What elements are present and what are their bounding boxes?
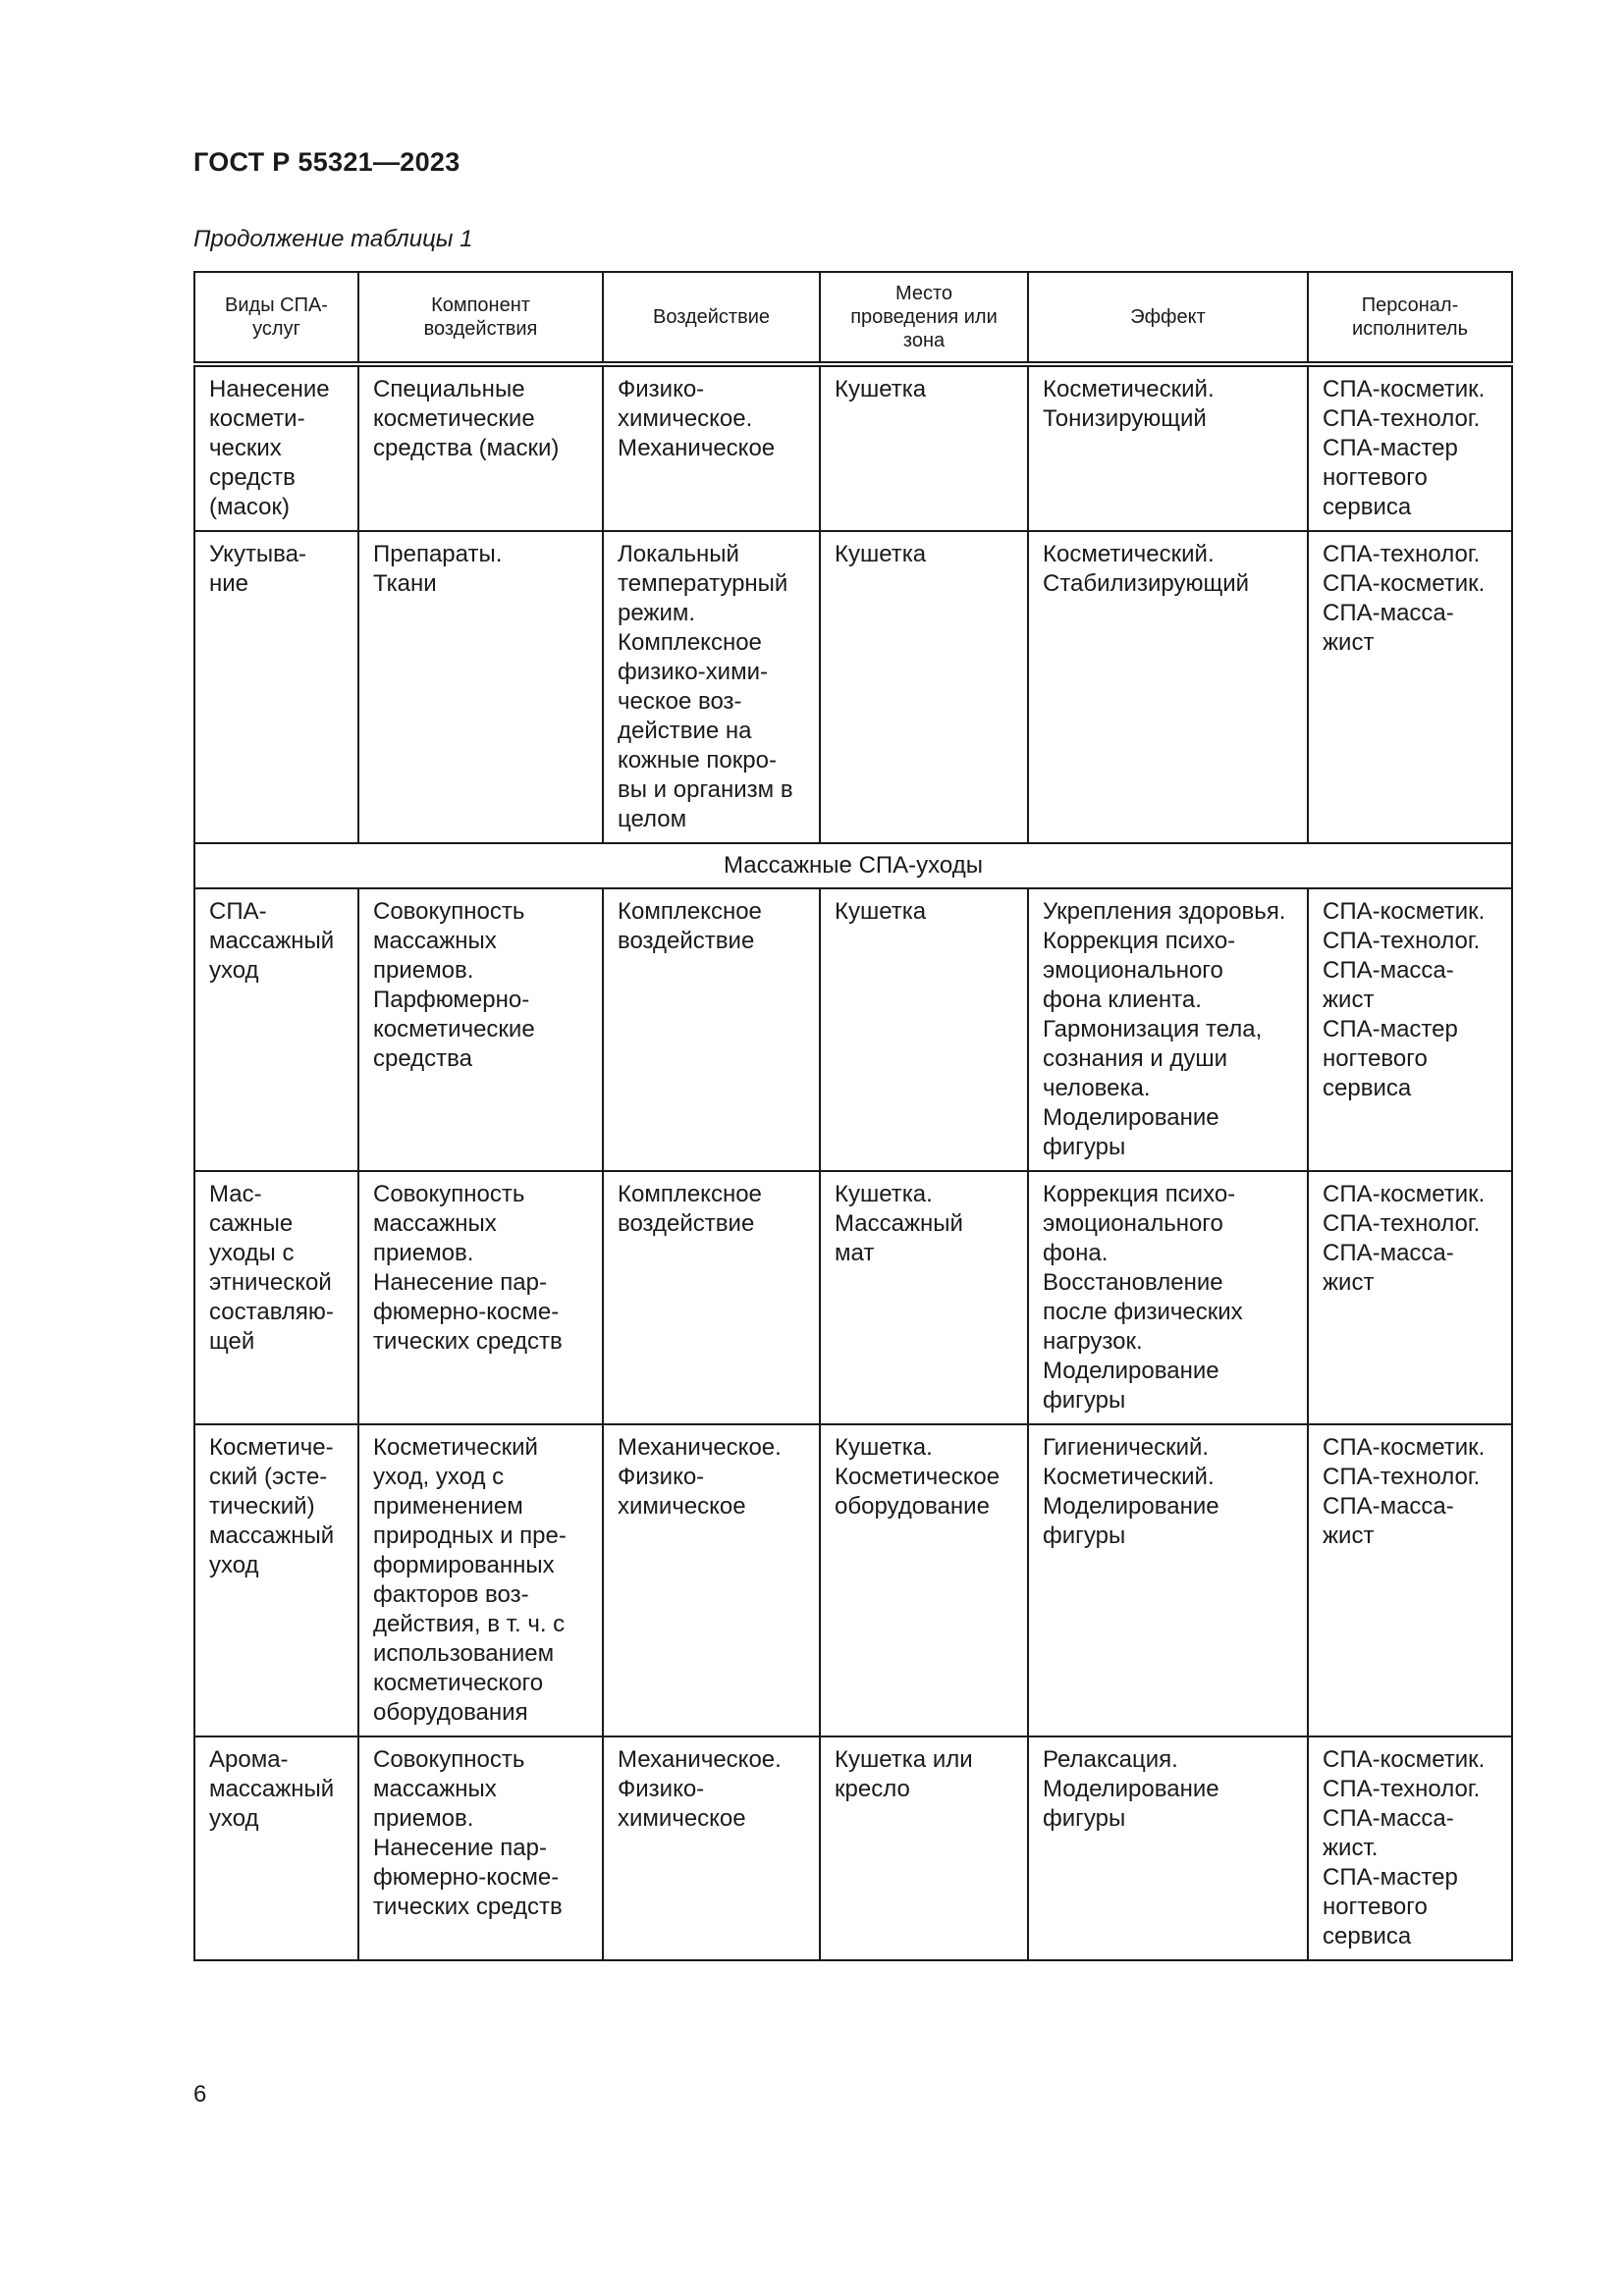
cell-line: воздействие	[618, 1210, 755, 1237]
cell-line: фона.	[1043, 1240, 1109, 1266]
cell-impact	[603, 364, 820, 531]
cell-line: массажных	[373, 1210, 497, 1237]
table-continuation-caption: Продолжение таблицы 1	[193, 226, 473, 252]
cell-line: сервиса	[1323, 494, 1412, 520]
cell-line: целом	[618, 806, 687, 832]
column-header-location	[820, 272, 1028, 364]
cell-line: оборудования	[373, 1699, 528, 1726]
spa-services-table	[193, 271, 1513, 1961]
cell-line: Физико-	[618, 1776, 705, 1802]
page-number: 6	[193, 2081, 207, 2108]
header-line: Компонент	[431, 294, 530, 316]
cell-line: использованием	[373, 1640, 555, 1667]
cell-location	[820, 888, 1028, 1171]
cell-line: Парфюмерно-	[373, 987, 530, 1013]
cell-staff	[1308, 364, 1512, 531]
cell-service-type	[194, 531, 358, 843]
cell-line: ногтевого	[1323, 1045, 1428, 1072]
cell-line: СПА-технолог.	[1323, 1776, 1481, 1802]
table-row	[194, 531, 1512, 843]
table-row	[194, 1424, 1512, 1736]
header-line: Эффект	[1130, 306, 1206, 328]
cell-line: массажный	[209, 1776, 335, 1802]
cell-line: Тонизирующий	[1043, 405, 1207, 432]
cell-line: тических средств	[373, 1328, 563, 1355]
cell-line: СПА-технолог.	[1323, 1464, 1481, 1490]
cell-line: Восстановление	[1043, 1269, 1223, 1296]
cell-line: фюмерно-космe-	[373, 1864, 560, 1891]
cell-line: СПА-косметик.	[1323, 570, 1486, 597]
cell-impact	[603, 1171, 820, 1424]
cell-line: Препараты.	[373, 541, 503, 567]
cell-line: приемов.	[373, 1805, 474, 1832]
cell-line: ский (эсте-	[209, 1464, 328, 1490]
cell-line: фона клиента.	[1043, 987, 1202, 1013]
cell-line: Комплексное	[618, 898, 762, 925]
cell-line: человека.	[1043, 1075, 1151, 1101]
cell-line: Косметический.	[1043, 541, 1215, 567]
cell-line: Моделирование	[1043, 1358, 1219, 1384]
cell-effect	[1028, 1171, 1308, 1424]
cell-line: средств	[209, 464, 296, 491]
cell-effect	[1028, 1736, 1308, 1960]
cell-line: фигуры	[1043, 1387, 1126, 1414]
cell-line: тических средств	[373, 1894, 563, 1920]
cell-line: Кушетка.	[835, 1434, 933, 1461]
cell-line: СПА-косметик.	[1323, 1434, 1486, 1461]
cell-line: Укутыва-	[209, 541, 306, 567]
cell-line: СПА-масса-	[1323, 957, 1454, 984]
cell-effect	[1028, 364, 1308, 531]
cell-line: массажный	[209, 1522, 335, 1549]
cell-line: эмоционального	[1043, 957, 1223, 984]
cell-line: Гигиенический.	[1043, 1434, 1210, 1461]
section-row	[194, 843, 1512, 888]
cell-impact	[603, 888, 820, 1171]
cell-line: СПА-косметик.	[1323, 1181, 1486, 1207]
cell-line: косметические	[373, 1016, 535, 1042]
cell-line: массажных	[373, 1776, 497, 1802]
cell-line: средства (маски)	[373, 435, 560, 461]
header-line: исполнитель	[1351, 318, 1469, 340]
cell-line: фигуры	[1043, 1805, 1126, 1832]
table-row	[194, 364, 1512, 531]
cell-line: сажные	[209, 1210, 294, 1237]
cell-location	[820, 531, 1028, 843]
header-line: Место	[894, 283, 953, 304]
cell-impact	[603, 1736, 820, 1960]
cell-line: жист	[1323, 987, 1375, 1013]
cell-line: действие на	[618, 718, 752, 744]
cell-line: фигуры	[1043, 1522, 1126, 1549]
column-header-service-type	[194, 272, 358, 364]
cell-line: эмоционального	[1043, 1210, 1223, 1237]
cell-line: Комплексное	[618, 1181, 762, 1207]
cell-line: факторов воз-	[373, 1581, 529, 1608]
cell-line: природных и пре-	[373, 1522, 567, 1549]
cell-component	[358, 888, 603, 1171]
cell-staff	[1308, 1424, 1512, 1736]
cell-impact	[603, 1424, 820, 1736]
cell-service-type	[194, 364, 358, 531]
cell-line: Комплексное	[618, 629, 762, 656]
cell-line: СПА-косметик.	[1323, 898, 1486, 925]
cell-line: Моделирование	[1043, 1776, 1219, 1802]
cell-line: Косметический.	[1043, 1464, 1215, 1490]
cell-line: уход, уход с	[373, 1464, 505, 1490]
cell-line: физико-хими-	[618, 659, 768, 685]
cell-line: СПА-технолог.	[1323, 928, 1481, 954]
cell-line: ческих	[209, 435, 282, 461]
cell-line: сознания и души	[1043, 1045, 1228, 1072]
cell-line: Совокупность	[373, 1181, 525, 1207]
cell-location	[820, 1424, 1028, 1736]
cell-line: воздействие	[618, 928, 755, 954]
cell-line: приемов.	[373, 957, 474, 984]
cell-effect	[1028, 1424, 1308, 1736]
cell-staff	[1308, 1171, 1512, 1424]
cell-line: Специальные	[373, 376, 525, 402]
cell-line: СПА-мастер	[1323, 1864, 1458, 1891]
cell-line: этнической	[209, 1269, 332, 1296]
cell-line: Коррекция психо-	[1043, 1181, 1236, 1207]
cell-line: жист.	[1323, 1835, 1379, 1861]
cell-line: действия, в т. ч. с	[373, 1611, 566, 1637]
cell-component	[358, 1736, 603, 1960]
cell-line: Механическое.	[618, 1434, 782, 1461]
cell-line: Нанесение	[209, 376, 330, 402]
cell-line: (масок)	[209, 494, 290, 520]
table-row	[194, 1736, 1512, 1960]
cell-service-type	[194, 1424, 358, 1736]
cell-impact	[603, 531, 820, 843]
cell-line: СПА-масса-	[1323, 1240, 1454, 1266]
cell-location	[820, 1171, 1028, 1424]
cell-line: Кушетка	[835, 541, 927, 567]
cell-line: СПА-косметик.	[1323, 376, 1486, 402]
cell-line: Моделирование	[1043, 1493, 1219, 1520]
cell-line: оборудование	[835, 1493, 990, 1520]
cell-line: СПА-масса-	[1323, 1493, 1454, 1520]
column-header-impact	[603, 272, 820, 364]
cell-line: химическое	[618, 1493, 746, 1520]
cell-staff	[1308, 531, 1512, 843]
cell-line: массажных	[373, 928, 497, 954]
cell-line: Массажный	[835, 1210, 963, 1237]
cell-line: применением	[373, 1493, 523, 1520]
column-header-staff	[1308, 272, 1512, 364]
cell-line: Коррекция психо-	[1043, 928, 1236, 954]
cell-line: СПА-мастер	[1323, 1016, 1458, 1042]
cell-line: косметические	[373, 405, 535, 432]
cell-line: Совокупность	[373, 1746, 525, 1773]
header-line: зона	[902, 330, 946, 351]
column-header-effect	[1028, 272, 1308, 364]
cell-effect	[1028, 531, 1308, 843]
header-line: услуг	[252, 318, 300, 340]
cell-line: ногтевого	[1323, 1894, 1428, 1920]
header-line: проведения или	[850, 306, 998, 328]
cell-line: режим.	[618, 600, 696, 626]
cell-line: температурный	[618, 570, 788, 597]
cell-location	[820, 364, 1028, 531]
cell-line: косметического	[373, 1670, 544, 1696]
cell-line: жист	[1323, 629, 1375, 656]
cell-line: Нанесение пар-	[373, 1835, 547, 1861]
table-row	[194, 1171, 1512, 1424]
cell-line: Физико-	[618, 1464, 705, 1490]
cell-line: химическое	[618, 1805, 746, 1832]
cell-staff	[1308, 888, 1512, 1171]
cell-line: химическое.	[618, 405, 753, 432]
cell-effect	[1028, 888, 1308, 1171]
cell-line: составляю-	[209, 1299, 334, 1325]
cell-component	[358, 531, 603, 843]
cell-line: Кушетка	[835, 376, 927, 402]
cell-line: Косметический	[373, 1434, 538, 1461]
cell-line: Ткани	[373, 570, 437, 597]
cell-line: СПА-	[209, 898, 267, 925]
cell-service-type	[194, 1171, 358, 1424]
header-line: Виды СПА-	[225, 294, 328, 316]
cell-line: Укрепления здоровья.	[1043, 898, 1286, 925]
cell-line: СПА-технолог.	[1323, 1210, 1481, 1237]
cell-line: СПА-технолог.	[1323, 405, 1481, 432]
document-id: ГОСТ Р 55321—2023	[193, 147, 460, 177]
cell-line: щей	[209, 1328, 255, 1355]
cell-line: Кушетка	[835, 898, 927, 925]
cell-line: мат	[835, 1240, 875, 1266]
cell-line: Кушетка.	[835, 1181, 933, 1207]
cell-line: вы и организм в	[618, 776, 793, 803]
cell-line: Кушетка или	[835, 1746, 973, 1773]
cell-line: Косметический.	[1043, 376, 1215, 402]
cell-line: кресло	[835, 1776, 910, 1802]
cell-line: жист	[1323, 1522, 1375, 1549]
cell-line: СПА-технолог.	[1323, 541, 1481, 567]
cell-line: Косметическое	[835, 1464, 1001, 1490]
cell-line: уход	[209, 1552, 259, 1578]
cell-line: Механическое	[618, 435, 776, 461]
cell-line: Стабилизирующий	[1043, 570, 1250, 597]
cell-line: СПА-мастер	[1323, 435, 1458, 461]
cell-line: уход	[209, 1805, 259, 1832]
cell-line: космети-	[209, 405, 305, 432]
cell-line: тический)	[209, 1493, 315, 1520]
cell-line: формированных	[373, 1552, 555, 1578]
column-header-component	[358, 272, 603, 364]
cell-line: Гармонизация тела,	[1043, 1016, 1263, 1042]
cell-line: уходы с	[209, 1240, 295, 1266]
cell-component	[358, 364, 603, 531]
cell-line: ческое воз-	[618, 688, 742, 715]
cell-line: приемов.	[373, 1240, 474, 1266]
cell-line: Механическое.	[618, 1746, 782, 1773]
header-line: воздействия	[423, 318, 538, 340]
cell-line: СПА-масса-	[1323, 600, 1454, 626]
cell-component	[358, 1171, 603, 1424]
cell-line: жист	[1323, 1269, 1375, 1296]
cell-line: Мас-	[209, 1181, 262, 1207]
cell-line: нагрузок.	[1043, 1328, 1143, 1355]
cell-line: Совокупность	[373, 898, 525, 925]
cell-line: фигуры	[1043, 1134, 1126, 1160]
cell-line: массажный	[209, 928, 335, 954]
cell-line: кожные покро-	[618, 747, 777, 774]
cell-component	[358, 1424, 603, 1736]
cell-line: сервиса	[1323, 1075, 1412, 1101]
cell-line: Арома-	[209, 1746, 289, 1773]
cell-line: Локальный	[618, 541, 739, 567]
table-header-row	[194, 272, 1512, 364]
cell-staff	[1308, 1736, 1512, 1960]
cell-line: уход	[209, 957, 259, 984]
cell-line: Физико-	[618, 376, 705, 402]
cell-line: Моделирование	[1043, 1104, 1219, 1131]
cell-line: Нанесение пар-	[373, 1269, 547, 1296]
header-line: Персонал-	[1361, 294, 1459, 316]
cell-line: ние	[209, 570, 249, 597]
cell-line: средства	[373, 1045, 472, 1072]
cell-line: СПА-косметик.	[1323, 1746, 1486, 1773]
cell-line: после физических	[1043, 1299, 1243, 1325]
header-line: Воздействие	[652, 306, 770, 328]
cell-line: ногтевого	[1323, 464, 1428, 491]
cell-line: Косметиче-	[209, 1434, 334, 1461]
cell-line: сервиса	[1323, 1923, 1412, 1949]
cell-line: СПА-масса-	[1323, 1805, 1454, 1832]
cell-service-type	[194, 888, 358, 1171]
cell-line: фюмерно-космe-	[373, 1299, 560, 1325]
table-row	[194, 888, 1512, 1171]
cell-line: Релаксация.	[1043, 1746, 1178, 1773]
section-title: Массажные СПА-уходы	[194, 843, 1512, 888]
cell-service-type	[194, 1736, 358, 1960]
cell-location	[820, 1736, 1028, 1960]
